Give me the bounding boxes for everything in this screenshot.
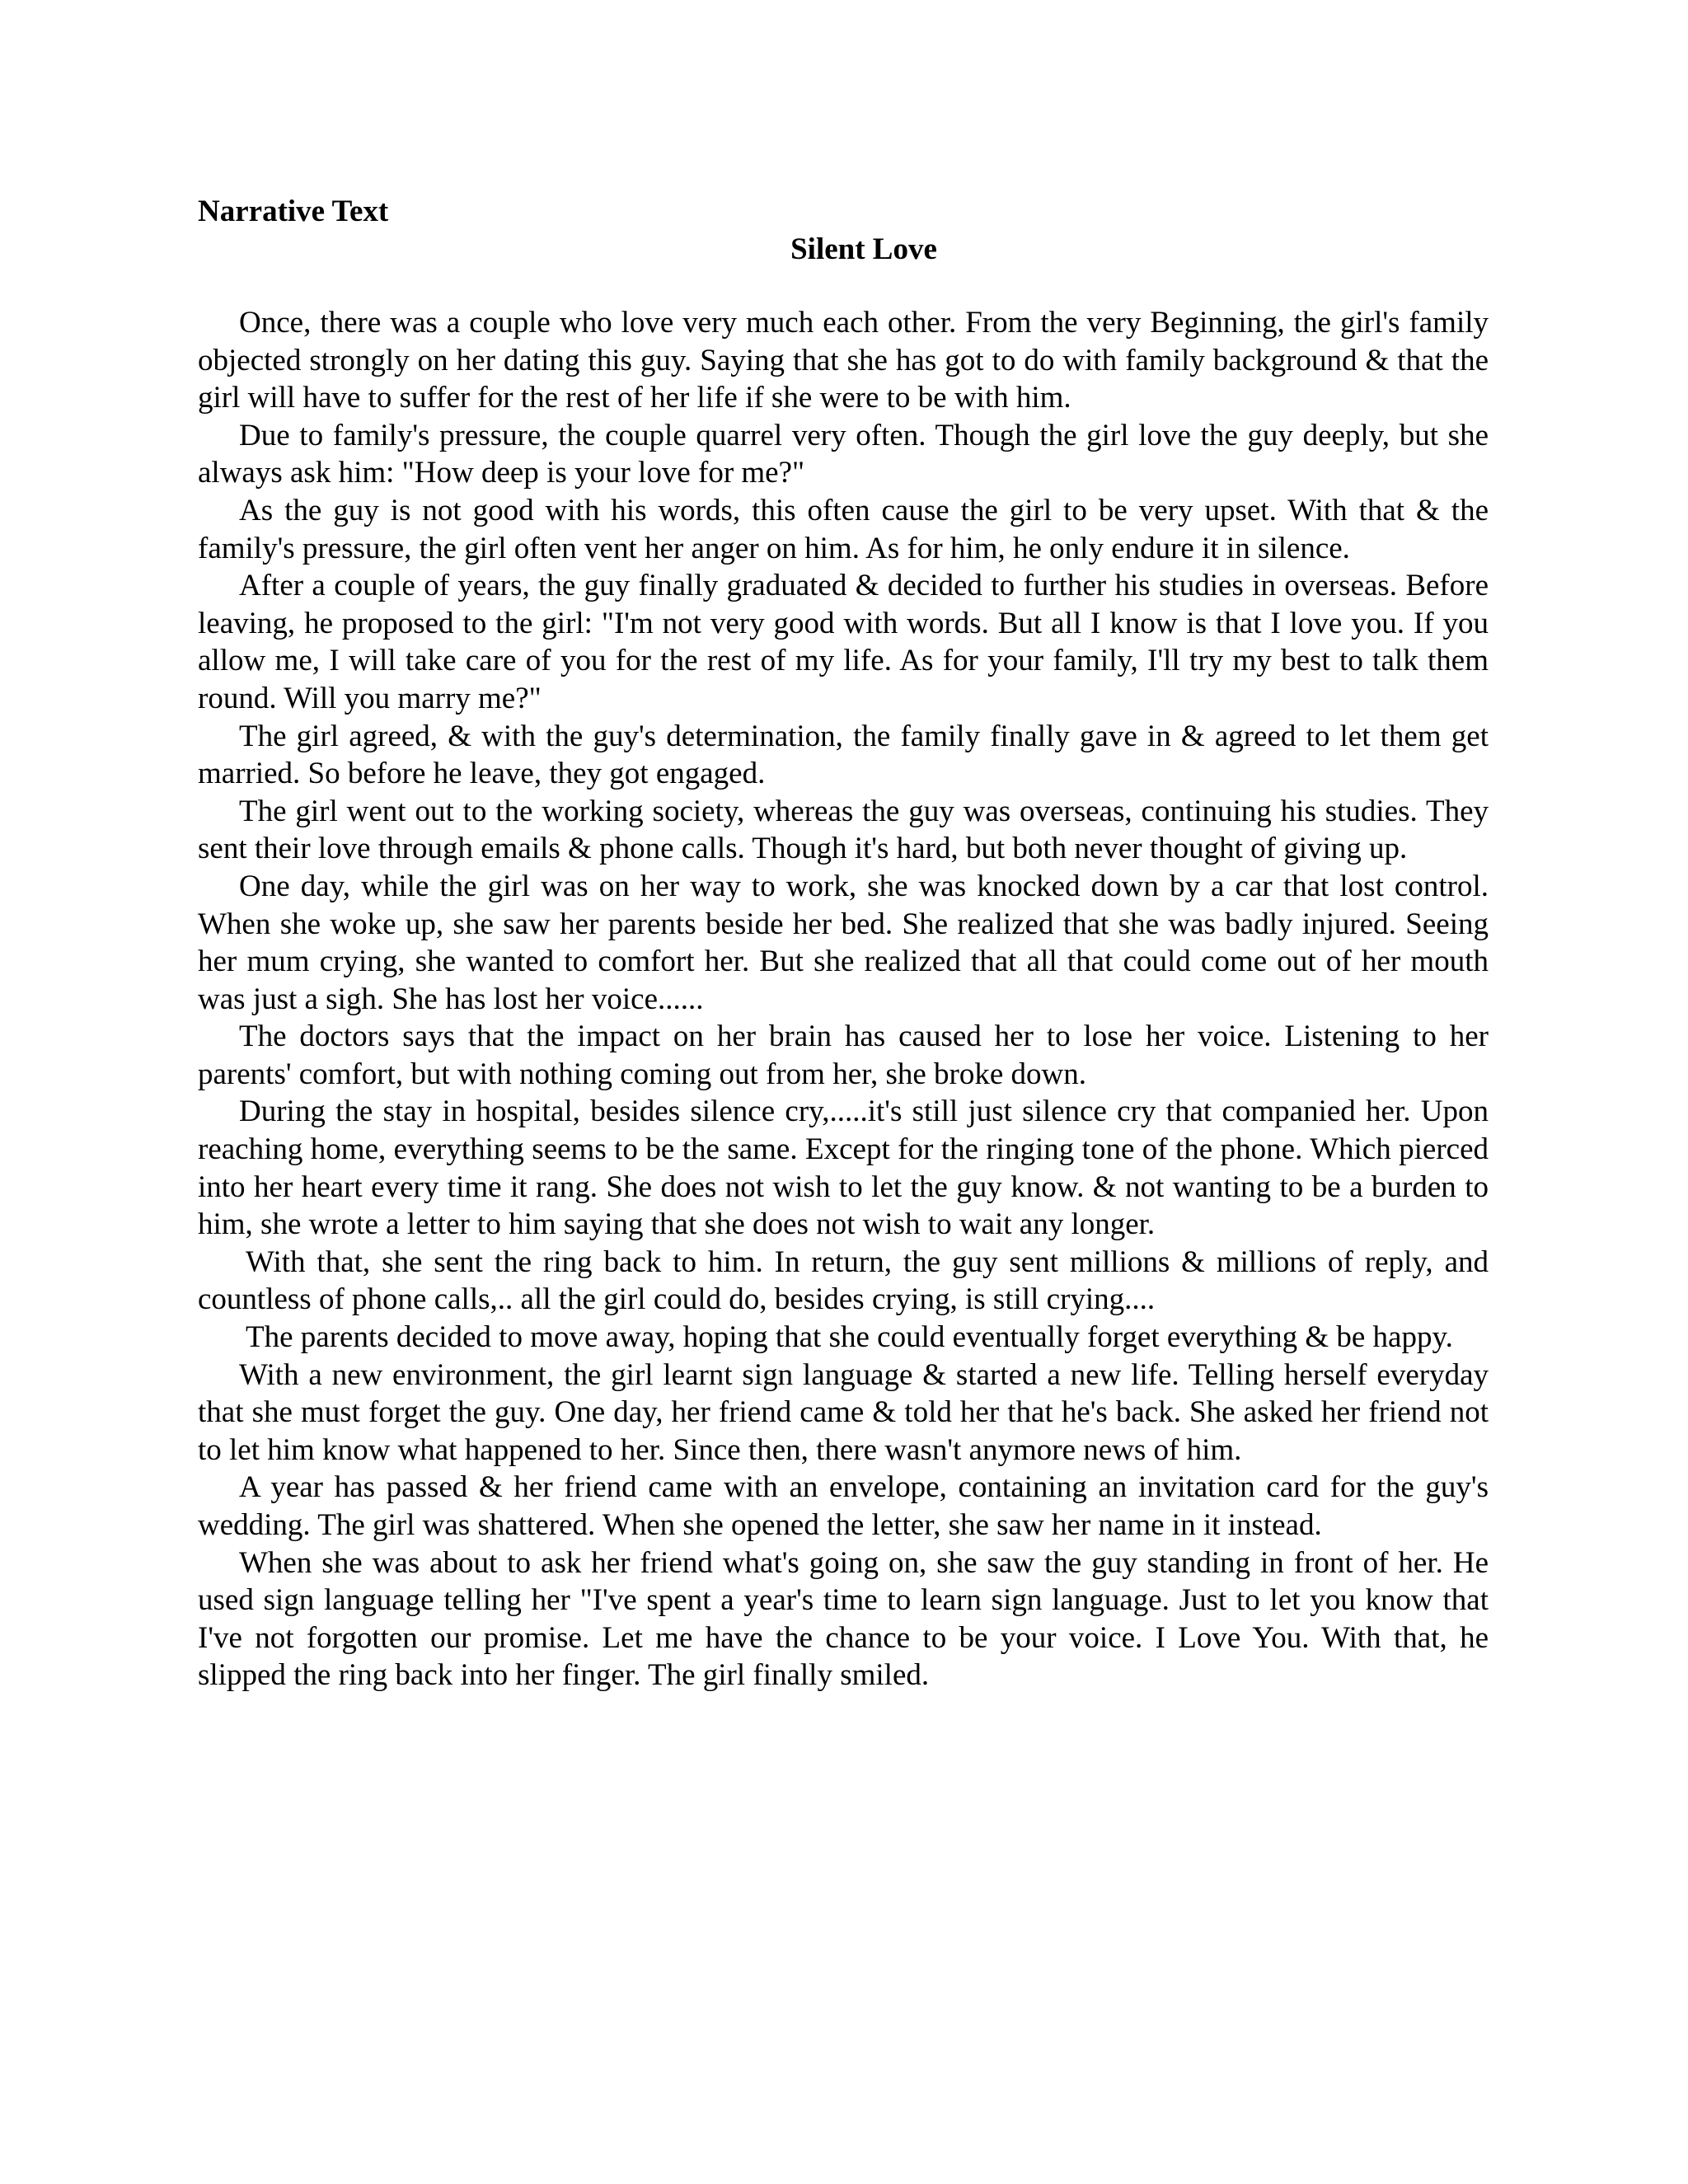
- paragraph: The girl agreed, & with the guy's determination, the family finally gave in & agreed to let them get married. So before he leave, they got engaged.: [198, 719, 1489, 791]
- story-title: Silent Love: [790, 232, 937, 266]
- paragraph: With that, she sent the ring back to him. In return, the guy sent millions & millions of reply, and countless of phone calls,.. all the girl could do, besides crying, is still crying....: [198, 1244, 1489, 1317]
- paragraph: One day, while the girl was on her way to work, she was knocked down by a car that lost control. When she woke up, she saw her parents beside her bed. She realized that she was badly injured. Seeing her mum crying, she wanted to comfort her. But she realized that all that could come out of her mouth was just a sigh. She has lost her voice......: [198, 869, 1489, 1016]
- paragraph: During the stay in hospital, besides silence cry,.....it's still just silence cry that companied her. Upon reaching home, everything seems to be the same. Except for the ringing tone of the phone. Which pierced into her heart every time it rang. She does not wish to let the guy know. & not wanting to be a burden to him, she wrote a letter to him saying that she does not wish to wait any longer.: [198, 1094, 1489, 1242]
- paragraph: Due to family's pressure, the couple quarrel very often. Though the girl love the guy deeply, but she always ask him: "How deep is your love for me?": [198, 418, 1489, 490]
- paragraph: A year has passed & her friend came with an envelope, containing an invitation card for the guy's wedding. The girl was shattered. When she opened the letter, she saw her name in it instead.: [198, 1470, 1489, 1542]
- document-page: [198, 193, 1489, 1694]
- paragraph: The doctors says that the impact on her brain has caused her to lose her voice. Listening to her parents' comfort, but with nothing coming out from her, she broke down.: [198, 1019, 1489, 1091]
- paragraph: The girl went out to the working society, whereas the guy was overseas, continuing his studies. They sent their love through emails & phone calls. Though it's hard, but both never thought of giving up.: [198, 794, 1489, 866]
- paragraph: The parents decided to move away, hoping that she could eventually forget everything & be happy.: [246, 1320, 1453, 1355]
- paragraph: With a new environment, the girl learnt sign language & started a new life. Telling herself everyday that she must forget the guy. One day, her friend came & told her that he's back. She asked her friend not to let him know what happened to her. Since then, there wasn't anymore news of him.: [198, 1357, 1489, 1467]
- paragraph: After a couple of years, the guy finally graduated & decided to further his studies in overseas. Before leaving, he proposed to the girl: "I'm not very good with words. But all I know is that I love you. If you allow me, I will take care of you for the rest of my life. As for your family, I'll try my best to talk them round. Will you marry me?": [198, 569, 1489, 715]
- paragraph: Once, there was a couple who love very much each other. From the very Beginning, the girl's family objected strongly on her dating this guy. Saying that she has got to do with family background & that the girl will have to suffer for the rest of her life if she were to be with him.: [198, 306, 1489, 415]
- document-label: Narrative Text: [198, 194, 389, 228]
- paragraph: When she was about to ask her friend what's going on, she saw the guy standing in front of her. He used sign language telling her "I've spent a year's time to learn sign language. Just to let you know that I've not forgotten our promise. Let me have the chance to be your voice. I Love You. With that, he slipped the ring back into her finger. The girl finally smiled.: [198, 1545, 1489, 1693]
- paragraph: As the guy is not good with his words, this often cause the girl to be very upset. With that & the family's pressure, the girl often vent her anger on him. As for him, he only endure it in silence.: [198, 493, 1489, 565]
